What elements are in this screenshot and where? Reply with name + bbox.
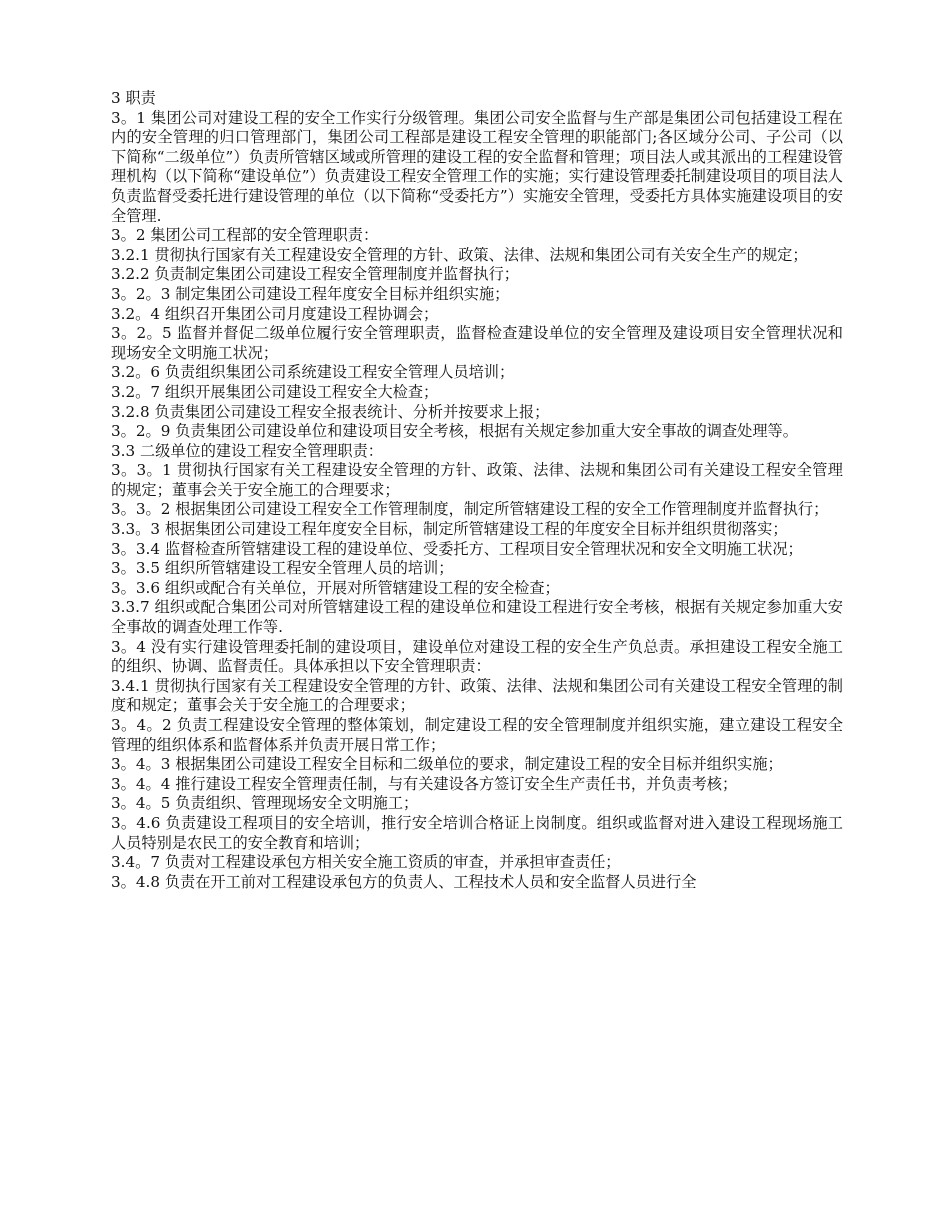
list-item: 3.3。3 根据集团公司建设工程年度安全目标，制定所管辖建设工程的年度安全目标并组织贯彻落实； xyxy=(111,520,788,539)
list-item: 3。3.4 监督检查所管辖建设工程的建设单位、受委托方、工程项目安全管理状况和安全文明施工状况； xyxy=(111,539,803,558)
list-item: 3。3.6 组织或配合有关单位，开展对所管辖建设工程的安全检查； xyxy=(111,578,560,597)
list-item: 3.2.2 负责制定集团公司建设工程安全管理制度并监督执行； xyxy=(111,265,519,284)
list-item: 3.2。7 组织开展集团公司建设工程安全大检查； xyxy=(111,382,439,401)
list-item: 3。4.8 负责在开工前对工程建设承包方的负责人、工程技术人员和安全监督人员进行全 xyxy=(111,872,697,891)
list-item: 3.4。7 负责对工程建设承包方相关安全施工资质的审查，并承担审查责任； xyxy=(111,853,621,872)
section-heading: 3 职责 xyxy=(111,89,156,107)
list-item: 3。4.6 负责建设工程项目的安全培训，推行安全培训合格证上岗制度。组织或监督对进入建设工程现场施工人员特别是农民工的安全教育和培训； xyxy=(111,813,843,852)
subsection-heading: 3。2 集团公司工程部的安全管理职责： xyxy=(111,226,379,245)
list-item: 3。2。5 监督并督促二级单位履行安全管理职责，监督检查建设单位的安全管理及建设项目安全管理状况和现场安全文明施工状况； xyxy=(111,324,843,362)
list-item: 3.4.1 贯彻执行国家有关工程建设安全管理的方针、政策、法律、法规和集团公司有关建设工程安全管理的制度和规定；董事会关于安全施工的合理要求； xyxy=(111,676,843,715)
list-item: 3。4。2 负责工程建设安全管理的整体策划，制定建设工程的安全管理制度并组织实施，建立建设工程安全管理的组织体系和监督体系并负责开展日常工作； xyxy=(111,716,843,754)
list-item: 3。4。5 负责组织、管理现场安全文明施工； xyxy=(111,794,419,813)
subsection-heading: 3.3 二级单位的建设工程安全管理职责： xyxy=(111,441,383,460)
document-body xyxy=(111,89,843,892)
paragraph: 3。1 集团公司对建设工程的安全工作实行分级管理。集团公司安全监督与生产部是集团公司包括建设工程在内的安全管理的归口管理部门，集团公司工程部是建设工程安全管理的职能部门;各区域分公司、子公司（以下简称“二级单位”）负责所管辖区域或所管理的建设工程的安全监督和管理；项目法人或其派出的工程建设管理机构（以下简称“建设单位”）负责建设工程安全管理工作的实施；实行建设管理委托制建设项目的项目法人负责监督受委托进行建设管理的单位（以下简称“受委托方”）实施安全管理，受委托方具体实施建设项目的安全管理. xyxy=(111,108,843,225)
list-item: 3。3.5 组织所管辖建设工程安全管理人员的培训； xyxy=(111,559,454,578)
list-item: 3.2。6 负责组织集团公司系统建设工程安全管理人员培训； xyxy=(111,363,515,382)
list-item: 3.2.1 贯彻执行国家有关工程建设安全管理的方针、政策、法律、法规和集团公司有关安全生产的规定； xyxy=(111,245,808,264)
list-item: 3.2。4 组织召开集团公司月度建设工程协调会； xyxy=(111,304,439,323)
list-item: 3。3。2 根据集团公司建设工程安全工作管理制度，制定所管辖建设工程的安全工作管理制度并监督执行； xyxy=(111,500,829,519)
list-item: 3.3.7 组织或配合集团公司对所管辖建设工程的建设单位和建设工程进行安全考核，根据有关规定参加重大安全事故的调查处理工作等. xyxy=(111,598,843,637)
list-item: 3。4。4 推行建设工程安全管理责任制，与有关建设各方签订安全生产责任书，并负责考核； xyxy=(111,774,738,793)
list-item: 3.2.8 负责集团公司建设工程安全报表统计、分析并按要求上报； xyxy=(111,402,550,421)
list-item: 3。4。3 根据集团公司建设工程安全目标和二级单位的要求，制定建设工程的安全目标并组织实施； xyxy=(111,755,783,774)
list-item: 3。3。1 贯彻执行国家有关工程建设安全管理的方针、政策、法律、法规和集团公司有关建设工程安全管理的规定；董事会关于安全施工的合理要求； xyxy=(111,461,843,499)
list-item: 3。2。9 负责集团公司建设单位和建设项目安全考核，根据有关规定参加重大安全事故的调查处理等。 xyxy=(111,422,798,441)
subsection-heading: 3。4 没有实行建设管理委托制的建设项目，建设单位对建设工程的安全生产负总责。承担建设工程安全施工的组织、协调、监督责任。具体承担以下安全管理职责： xyxy=(111,637,843,676)
list-item: 3。2。3 制定集团公司建设工程年度安全目标并组织实施； xyxy=(111,284,510,303)
